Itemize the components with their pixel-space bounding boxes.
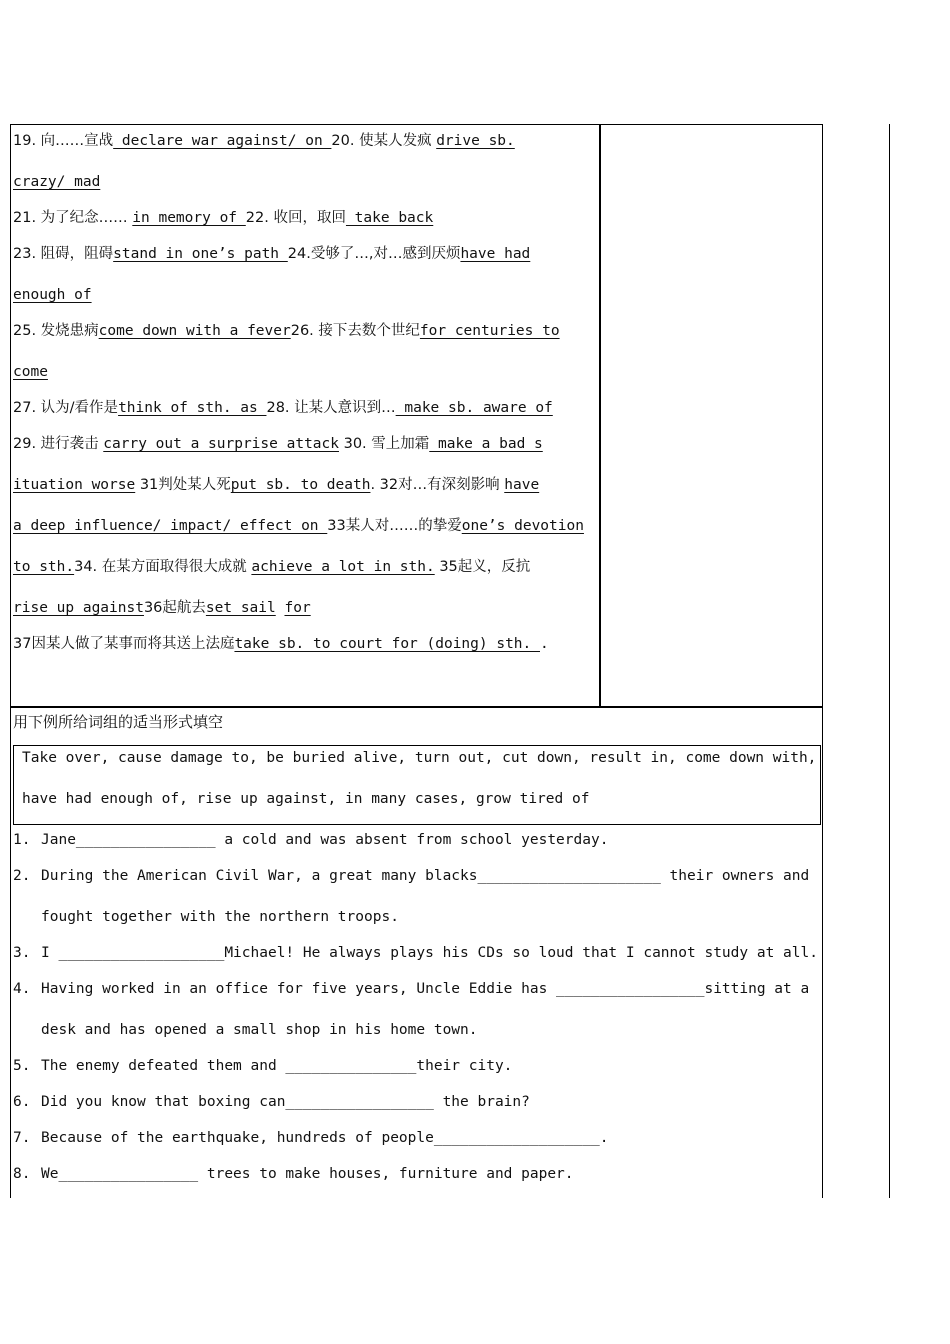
vocab-en-21: in memory of [132, 210, 246, 226]
question-number: 5. [13, 1058, 31, 1074]
vocab-line-20-cont [13, 171, 100, 193]
vocab-cn-33: 33某人对……的挚爱 [327, 518, 462, 534]
question-7 [13, 1127, 608, 1149]
question-3 [13, 942, 818, 964]
question-number: 6. [13, 1094, 31, 1110]
vocab-cn-29: 29. 进行袭击 [13, 436, 104, 452]
vocab-cn-35: 35起义，反抗 [434, 559, 531, 575]
vocab-cn-19: 19. 向……宣战 [13, 133, 114, 149]
vocab-line-32-33 [13, 515, 584, 537]
vocab-line-37 [13, 633, 549, 655]
vocab-en-19: declare war against/ on [113, 133, 332, 149]
phrase-list-line-1: Take over, cause damage to, be buried alive, turn out, cut down, result in, come down with, [22, 750, 817, 766]
vocab-en-33-cont: to sth. [13, 559, 75, 575]
vocab-line-23-24 [13, 243, 530, 265]
vocab-cn-26: 26. 接下去数个世纪 [290, 323, 420, 339]
question-text: Because of the earthquake, hundreds of people___________________. [41, 1130, 609, 1146]
table-column-divider [599, 124, 601, 707]
vocab-cn-36: 36起航去 [143, 600, 206, 616]
vocab-line-27-28 [13, 397, 553, 419]
question-text: During the American Civil War, a great many blacks_____________________ their owners and [41, 868, 810, 884]
vocab-en-20: drive sb. [436, 133, 515, 149]
vocab-en-25: come down with a fever [98, 323, 291, 339]
vocab-en-26: for centuries to [419, 323, 560, 339]
question-2 [13, 865, 809, 887]
vocab-line-30-32 [13, 474, 539, 496]
vocab-end-37: . [540, 636, 549, 652]
exercise-title: 用下例所给词组的适当形式填空 [13, 713, 224, 731]
question-number: 2. [13, 868, 31, 884]
vocab-en-24: have had [460, 246, 531, 262]
question-number: 3. [13, 945, 31, 961]
table-row-divider [10, 706, 823, 708]
vocab-cn-23: 23. 阻碍，阻碍 [13, 246, 114, 262]
vocab-cn-34: 34. 在某方面取得很大成就 [74, 559, 252, 575]
vocab-line-19-20 [13, 130, 515, 152]
vocab-en-32: have [504, 477, 540, 493]
vocab-cn-27: 27. 认为/看作是 [13, 400, 119, 416]
question-text: Did you know that boxing can_________________ the brain? [41, 1094, 530, 1110]
vocab-cn-22: 22. 收回，取回 [245, 210, 346, 226]
vocab-en-30-cont: ituation worse [13, 477, 136, 493]
question-1 [13, 829, 608, 851]
question-text: The enemy defeated them and _______________their city. [41, 1058, 513, 1074]
question-text: We________________ trees to make houses, furniture and paper. [41, 1166, 574, 1182]
vocab-cn-25: 25. 发烧患病 [13, 323, 99, 339]
question-6 [13, 1091, 530, 1113]
vocab-line-24-cont [13, 284, 92, 306]
vocab-cn-28: 28. 让某人意识到… [266, 400, 396, 416]
vocab-en-33: one’s devotion [461, 518, 584, 534]
question-4 [13, 978, 809, 1000]
vocab-en-36: set sail [205, 600, 276, 616]
vocab-en-37: take sb. to court for (doing) sth. [234, 636, 540, 652]
vocab-en-29: carry out a surprise attack [103, 436, 339, 452]
question-text: Jane________________ a cold and was absent from school yesterday. [41, 832, 609, 848]
vocab-en-27: think of sth. as [118, 400, 267, 416]
vocab-en-30: make a bad s [429, 436, 543, 452]
vocab-en-31: put sb. to death [230, 477, 371, 493]
vocab-en-20-cont: crazy/ mad [13, 174, 101, 190]
question-text: Having worked in an office for five years, Uncle Eddie has _________________sitting at a [41, 981, 810, 997]
question-number: 7. [13, 1130, 31, 1146]
vocab-line-21-22 [13, 207, 433, 229]
vocab-cn-20: 20. 使某人发疯 [331, 133, 437, 149]
vocab-en-26-cont: come [13, 364, 48, 380]
vocab-cn-21: 21. 为了纪念…… [13, 210, 133, 226]
vocab-en-22: take back [345, 210, 434, 226]
page-margin-line [889, 124, 890, 1198]
question-number: 8. [13, 1166, 31, 1182]
question-number: 4. [13, 981, 31, 997]
vocab-en-24-cont: enough of [13, 287, 92, 303]
vocab-line-33-35 [13, 556, 530, 578]
question-8 [13, 1163, 574, 1185]
vocab-en-28: make sb. aware of [395, 400, 553, 416]
question-number: 1. [13, 832, 31, 848]
question-text: I ___________________Michael! He always plays his CDs so loud that I cannot study at all. [41, 945, 818, 961]
vocab-en-34: achieve a lot in sth. [251, 559, 435, 575]
question-2-cont: fought together with the northern troops. [41, 909, 399, 925]
vocab-en-23: stand in one’s path [113, 246, 288, 262]
phrase-list-line-2: have had enough of, rise up against, in many cases, grow tired of [22, 791, 590, 807]
vocab-cn-24: 24.受够了…,对…感到厌烦 [287, 246, 461, 262]
vocab-line-25-26 [13, 320, 560, 342]
vocab-cn-32: . 32对…有深刻影响 [370, 477, 505, 493]
vocab-line-35-36 [13, 597, 311, 619]
vocab-cn-37: 37因某人做了某事而将其送上法庭 [13, 636, 235, 652]
phrase-box [13, 745, 821, 825]
vocab-cn-31: 31判处某人死 [135, 477, 231, 493]
vocab-cn-30: 30. 雪上加霜 [338, 436, 430, 452]
vocab-line-26-cont [13, 361, 48, 383]
vocab-en-36b: for [284, 600, 311, 616]
vocab-line-29-30 [13, 433, 543, 455]
vocab-en-35: rise up against [13, 600, 144, 616]
vocab-en-32-cont: a deep influence/ impact/ effect on [13, 518, 328, 534]
question-5 [13, 1055, 512, 1077]
question-4-cont: desk and has opened a small shop in his home town. [41, 1022, 478, 1038]
